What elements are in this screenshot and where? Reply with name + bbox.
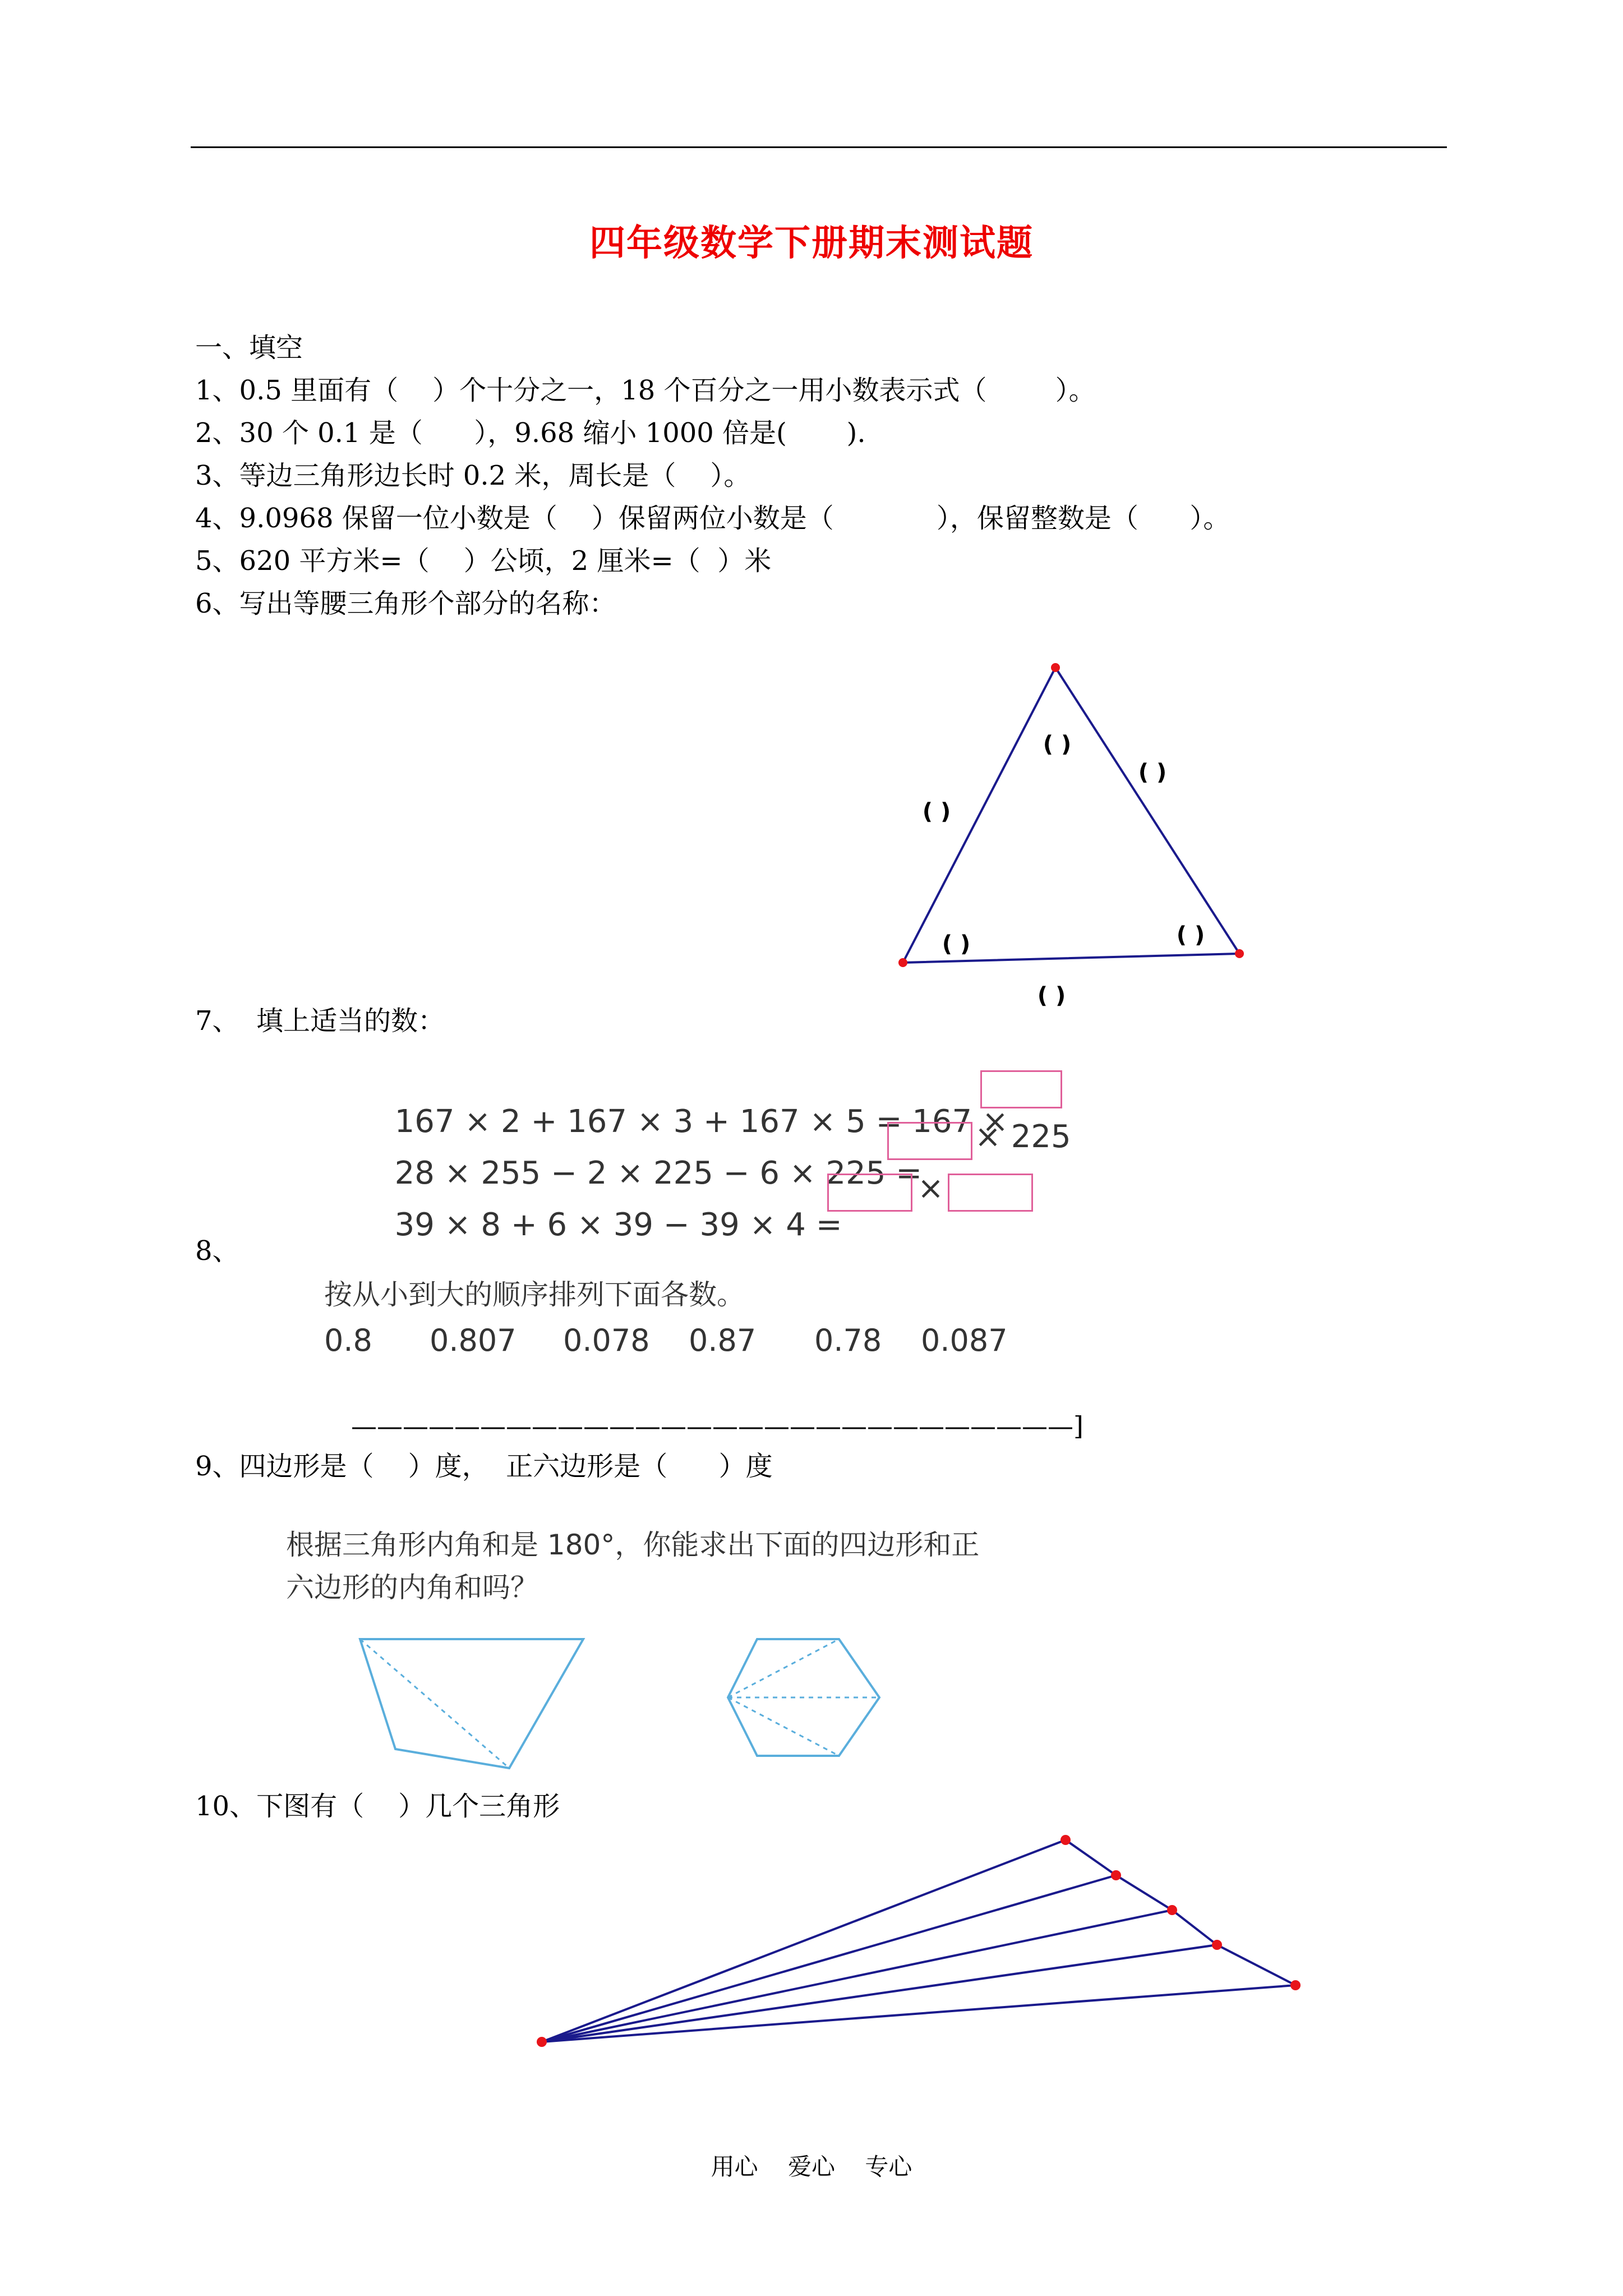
quadrilateral-outline xyxy=(360,1639,583,1768)
order-instruction: 按从小到大的顺序排列下面各数。 xyxy=(324,1278,745,1311)
answer-line: ————————————————————————————] xyxy=(351,1411,1083,1441)
triangle-label-base: ( ) xyxy=(1037,983,1066,1009)
ray-line xyxy=(542,1985,1295,2042)
vertex-point xyxy=(1111,1870,1121,1880)
answer-box[interactable] xyxy=(827,1174,912,1212)
isosceles-triangle-figure xyxy=(875,651,1267,1021)
header-rule xyxy=(191,146,1447,148)
order-number: 0.807 xyxy=(430,1323,517,1358)
ray-line xyxy=(542,1910,1172,2042)
hexagon-figure xyxy=(718,1621,886,1773)
equation-2-multiplier: × 225 xyxy=(975,1119,1071,1155)
triangle-label-right-side: ( ) xyxy=(1138,760,1167,785)
triangle-label-right-base-angle: ( ) xyxy=(1176,922,1205,948)
vertex-point xyxy=(1051,663,1060,672)
diagonal-line xyxy=(728,1697,839,1756)
order-number: 0.8 xyxy=(324,1323,372,1358)
order-number: 0.87 xyxy=(689,1323,757,1358)
order-number: 0.087 xyxy=(921,1323,1008,1358)
equation-3-text: 39 × 8 + 6 × 39 − 39 × 4 = xyxy=(394,1207,842,1243)
question-8: 8、 xyxy=(195,1235,239,1267)
triangle-outline xyxy=(903,668,1239,963)
page-title: 四年级数学下册期末测试题 xyxy=(589,222,1034,264)
equation-3 xyxy=(375,1170,842,1243)
triangle-label-left-side: ( ) xyxy=(922,799,951,825)
question-5: 5、620 平方米=（ ）公顷，2 厘米=（ ）米 xyxy=(195,545,772,577)
angle-instruction-line-2: 六边形的内角和吗？ xyxy=(286,1571,538,1604)
vertex-point xyxy=(1290,1980,1301,1990)
order-number: 0.78 xyxy=(814,1323,882,1358)
vertex-point xyxy=(1212,1940,1222,1950)
vertex-point xyxy=(1061,1835,1071,1845)
ray-line xyxy=(542,1945,1217,2042)
question-7: 7、 填上适当的数： xyxy=(195,1005,445,1037)
equation-1-text: 167 × 2 + 167 × 3 + 167 × 5 = 167 × xyxy=(394,1103,1008,1140)
question-2: 2、30 个 0.1 是（ ），9.68 缩小 1000 倍是( ). xyxy=(195,417,866,449)
question-4: 4、9.0968 保留一位小数是（ ）保留两位小数是（ ），保留整数是（ ）。 xyxy=(195,503,1230,534)
diagonal-line xyxy=(728,1639,839,1697)
question-9: 9、四边形是（ ）度， 正六边形是（ ）度 xyxy=(195,1451,773,1482)
ray-line xyxy=(542,1875,1116,2042)
triangle-label-left-base-angle: ( ) xyxy=(942,931,971,957)
triangle-label-vertex-angle: ( ) xyxy=(1043,731,1072,757)
section-heading: 一、填空 xyxy=(195,332,303,364)
answer-box[interactable] xyxy=(980,1070,1062,1108)
question-10: 10、下图有（ ）几个三角形 xyxy=(195,1791,560,1822)
vertex-point xyxy=(1167,1905,1177,1915)
vertex-point xyxy=(537,2037,547,2047)
diagonal-line xyxy=(360,1639,509,1768)
angle-instruction-line-1: 根据三角形内角和是 180°，你能求出下面的四边形和正 xyxy=(286,1529,980,1561)
vertex-point xyxy=(898,958,907,967)
page-footer: 用心 爱心 专心 xyxy=(711,2153,912,2180)
question-3: 3、等边三角形边长时 0.2 米，周长是（ ）。 xyxy=(195,460,751,491)
answer-box[interactable] xyxy=(948,1174,1033,1212)
ray-line xyxy=(542,1840,1066,2042)
equation-3-times: × xyxy=(917,1170,944,1207)
answer-box[interactable] xyxy=(887,1122,972,1160)
outer-edge-line xyxy=(1066,1840,1295,1985)
order-number: 0.078 xyxy=(563,1323,650,1358)
question-6: 6、写出等腰三角形个部分的名称： xyxy=(195,588,616,619)
vertex-point xyxy=(1235,949,1244,958)
question-1: 1、0.5 里面有（ ）个十分之一，18 个百分之一用小数表示式（ ）。 xyxy=(195,375,1096,406)
quadrilateral-figure xyxy=(348,1621,594,1778)
triangle-count-figure xyxy=(505,1823,1318,2070)
equation-2-text: 28 × 255 − 2 × 225 − 6 × 225 = xyxy=(394,1155,923,1191)
